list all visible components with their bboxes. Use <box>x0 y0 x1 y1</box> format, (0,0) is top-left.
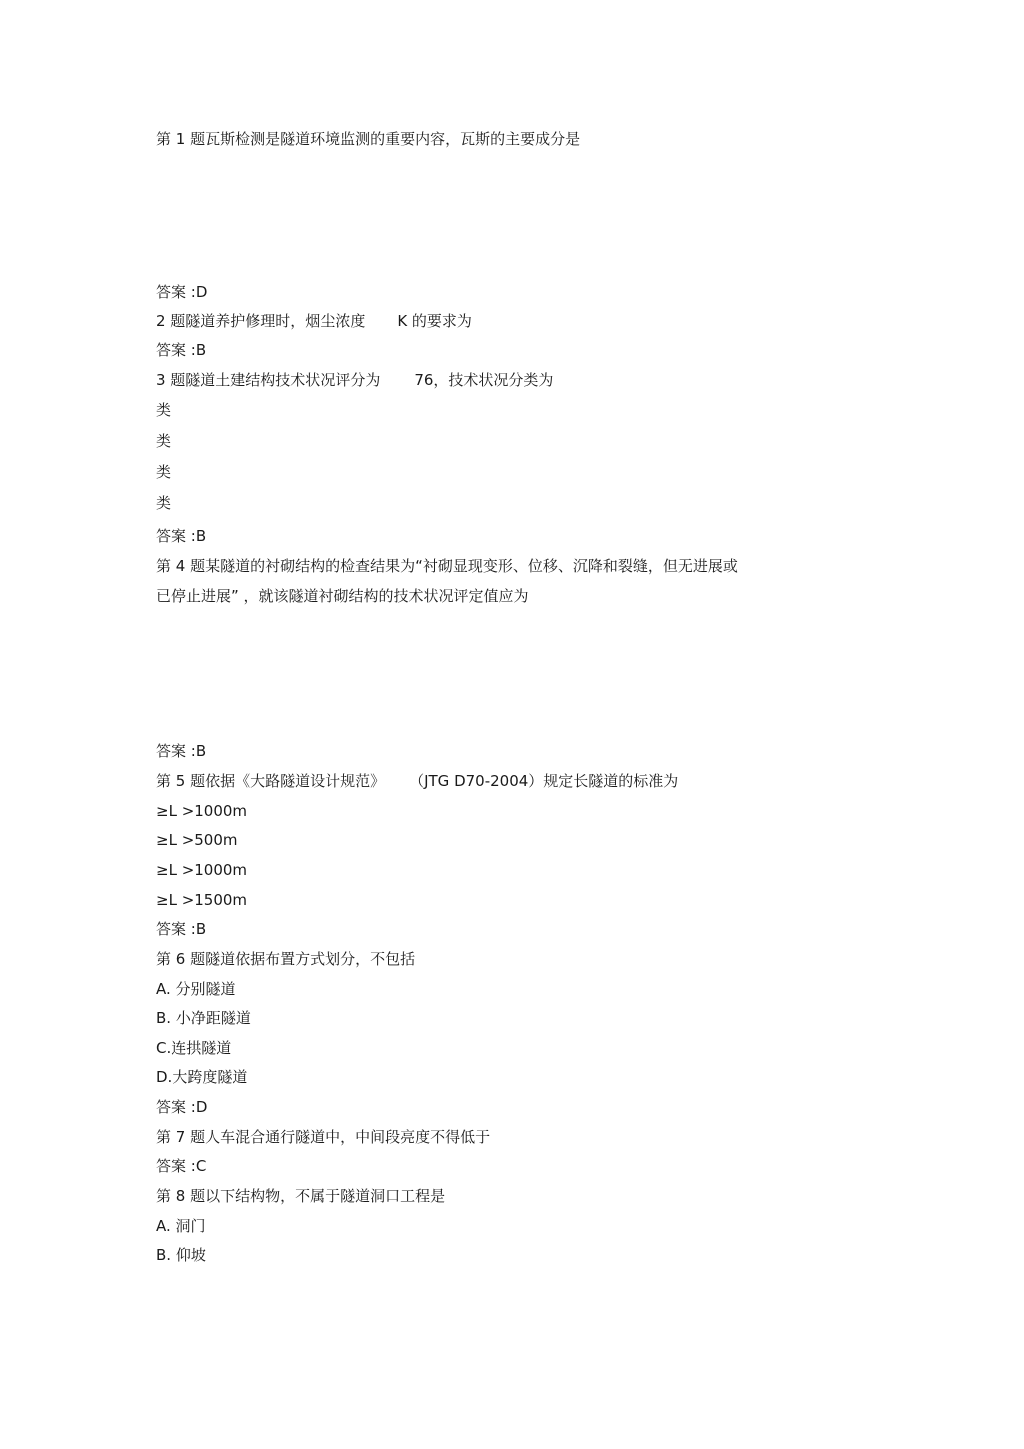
question-3-part-1: 3 题隧道土建结构技术状况评分为 <box>156 371 381 389</box>
question-1: 第 1 题瓦斯检测是隧道环境监测的重要内容，瓦斯的主要成分是 <box>156 130 581 148</box>
question-5 <box>156 772 678 790</box>
answer-4: 答案 :B <box>156 742 207 760</box>
option-line: 类 <box>156 401 172 419</box>
question-5-part-1: 第 5 题依据《大路隧道设计规范》 <box>156 772 386 790</box>
question-5-part-2: （JTG D70-2004）规定长隧道的标准为 <box>409 772 679 790</box>
option-a: A. 洞门 <box>156 1217 206 1235</box>
option-line: ≥L >500m <box>156 831 238 849</box>
option-line: 类 <box>156 432 172 450</box>
question-8: 第 8 题以下结构物，不属于隧道洞口工程是 <box>156 1187 446 1205</box>
answer-7: 答案 :C <box>156 1157 207 1175</box>
answer-1: 答案 :D <box>156 283 208 301</box>
question-6: 第 6 题隧道依据布置方式划分，不包括 <box>156 950 416 968</box>
question-2-part-2: K 的要求为 <box>397 312 472 330</box>
option-b: B. 仰坡 <box>156 1246 206 1264</box>
answer-3: 答案 :B <box>156 527 207 545</box>
answer-2: 答案 :B <box>156 341 207 359</box>
option-line: 类 <box>156 463 172 481</box>
option-line: ≥L >1500m <box>156 891 248 909</box>
question-2 <box>156 312 472 330</box>
option-d: D.大跨度隧道 <box>156 1068 248 1086</box>
option-a: A. 分别隧道 <box>156 980 236 998</box>
question-2-part-1: 2 题隧道养护修理时，烟尘浓度 <box>156 312 366 330</box>
answer-6: 答案 :D <box>156 1098 208 1116</box>
option-line: 类 <box>156 494 172 512</box>
question-3 <box>156 371 553 389</box>
option-line: ≥L >1000m <box>156 861 248 879</box>
question-3-part-2: 76，技术状况分类为 <box>414 371 554 389</box>
option-c: C.连拱隧道 <box>156 1039 232 1057</box>
question-7: 第 7 题人车混合通行隧道中，中间段亮度不得低于 <box>156 1128 491 1146</box>
question-4: 第 4 题某隧道的衬砌结构的检查结果为“衬砌显现变形、位移、沉降和裂缝，但无进展或 <box>156 557 738 575</box>
answer-5: 答案 :B <box>156 920 207 938</box>
option-line: ≥L >1000m <box>156 802 248 820</box>
option-b: B. 小净距隧道 <box>156 1009 251 1027</box>
question-4-continued: 已停止进展” ，就该隧道衬砌结构的技术状况评定值应为 <box>156 587 529 605</box>
